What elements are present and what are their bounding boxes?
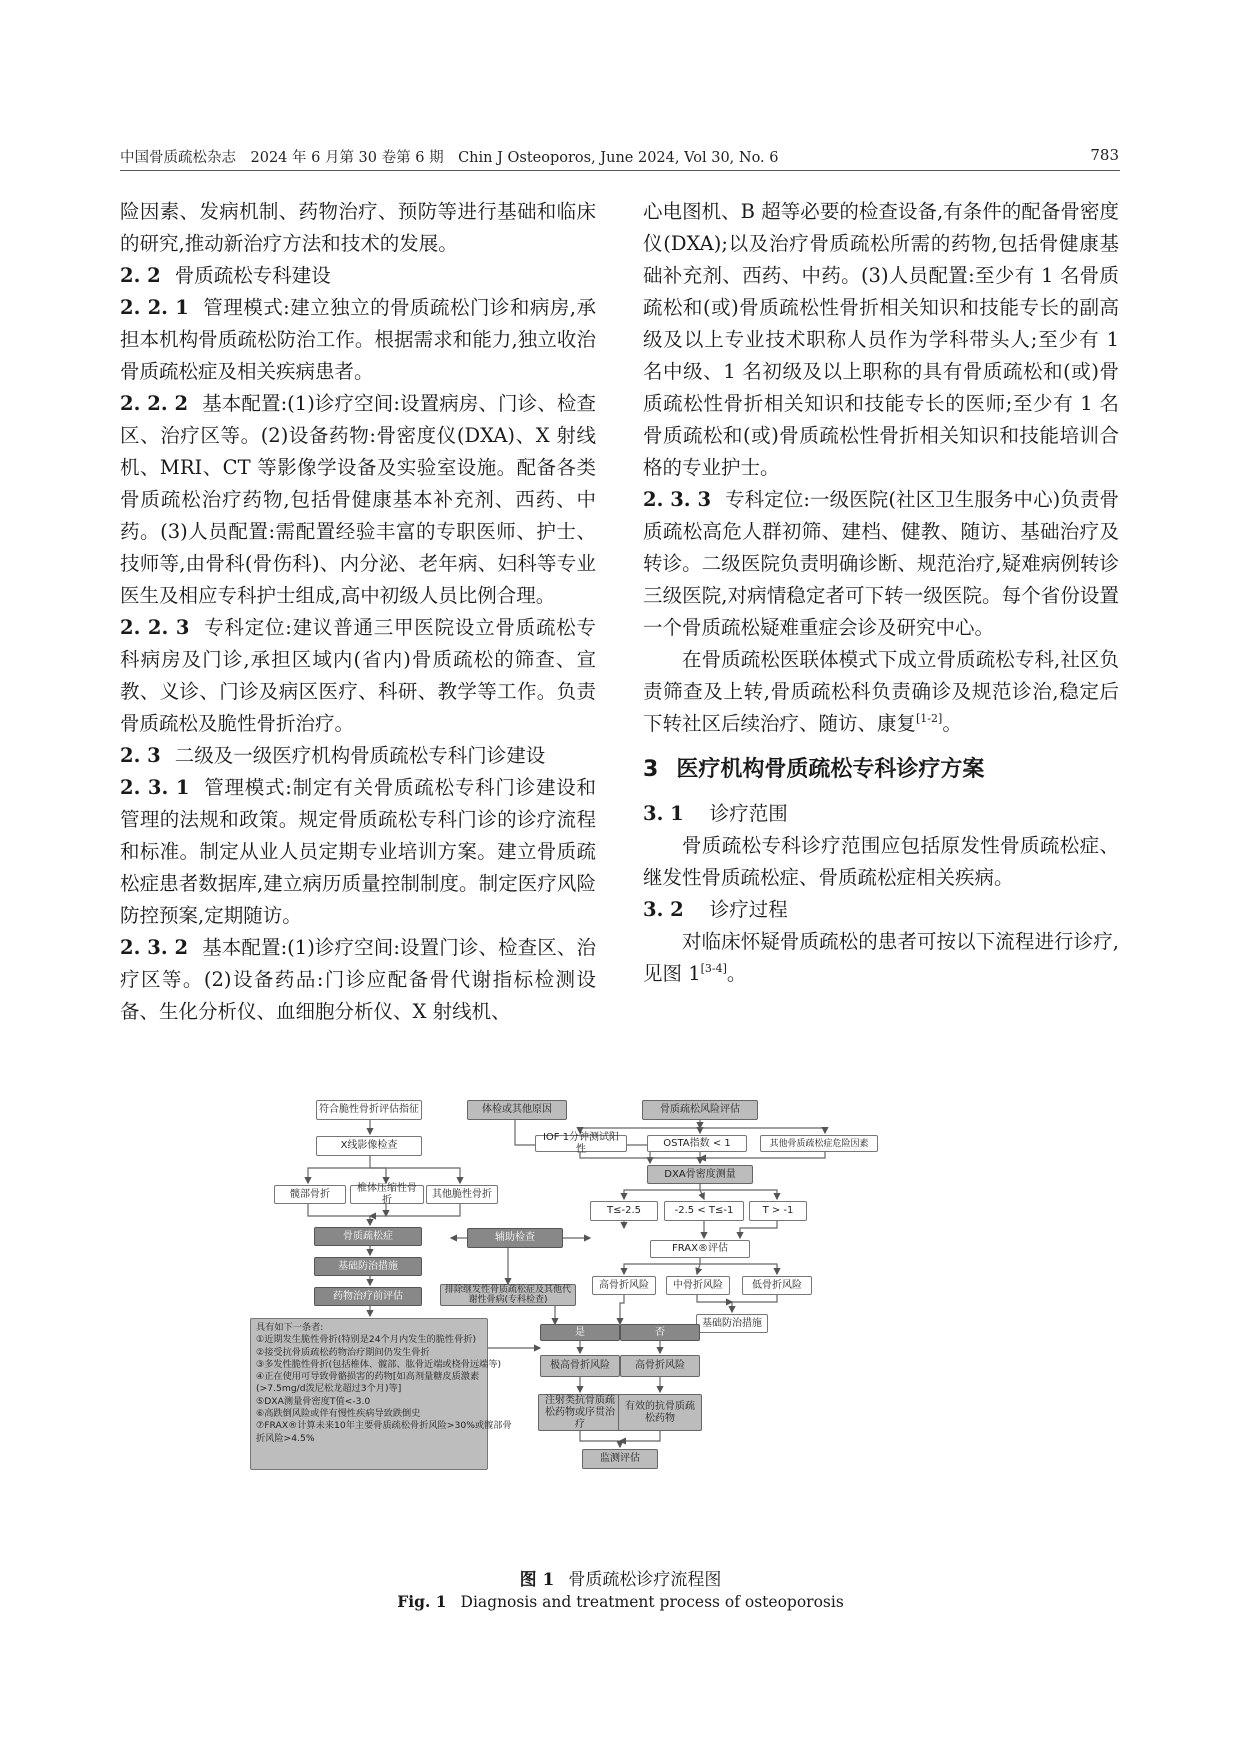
subsection-heading: 2. 3 二级及一级医疗机构骨质疏松专科门诊建设	[120, 744, 546, 767]
node-t-high: T > -1	[749, 1201, 807, 1221]
criteria-item: ⑦FRAX®计算未来10年主要骨质疏松骨折风险>30%或髋部骨	[256, 1420, 512, 1432]
criteria-item: ③多发性脆性骨折(包括椎体、髋部、肱骨近端或桡骨远端等)	[256, 1358, 502, 1370]
node-high-risk-2: 高骨折风险	[620, 1355, 700, 1377]
criteria-item: ②接受抗骨质疏松药物治疗期间仍发生骨折	[256, 1346, 430, 1358]
paragraph: 骨质疏松专科诊疗范围应包括原发性骨质疏松症、继发性骨质疏松症、骨质疏松症相关疾病。	[643, 834, 1119, 889]
node-other-risk: 其他骨质疏松症危险因素	[760, 1135, 878, 1152]
criteria-item: ④正在使用可导致骨骼损害的药物[如高剂量糖皮质激素	[256, 1371, 480, 1383]
paragraph: 2. 3. 1 管理模式:制定有关骨质疏松专科门诊建设和管理的法规和政策。规定骨质疏松专科门诊的诊疗流程和标准。制定从业人员定期专业培训方案。建立骨质疏松症患者数据库,建立病历质量控制制度。制定医疗风险防控预案,定期随访。	[120, 776, 596, 927]
node-xray: X线影像检查	[316, 1136, 422, 1156]
node-criteria-list	[250, 1318, 512, 1470]
paragraph: 险因素、发病机制、药物治疗、预防等进行基础和临床的研究,推动新治疗方法和技术的发展。	[120, 200, 596, 255]
subsection-heading: 3. 1 诊疗范围	[643, 802, 788, 825]
criteria-title: 具有如下一条者:	[256, 1322, 324, 1333]
header-rule	[120, 170, 1120, 171]
node-osta: OSTA指数 < 1	[647, 1135, 747, 1152]
node-pre-treatment-eval: 药物治疗前评估	[314, 1287, 422, 1306]
page-number: 783	[1090, 146, 1119, 164]
node-injectable-drugs: 注射类抗骨质疏松药物或序贯治疗	[538, 1394, 622, 1431]
figure-caption-en: Fig. 1 Diagnosis and treatment process of osteoporosis	[397, 1592, 844, 1611]
node-high-risk: 高骨折风险	[592, 1276, 656, 1295]
node-yes: 是	[540, 1324, 620, 1341]
paragraph: 2. 3. 2 基本配置:(1)诊疗空间:设置门诊、检查区、治疗区等。(2)设备药品:门诊应配备骨代谢指标检测设备、生化分析仪、血细胞分析仪、X 射线机、	[120, 936, 596, 1023]
flowchart-figure	[256, 1098, 980, 1548]
node-risk-assessment: 骨质疏松风险评估	[642, 1100, 758, 1120]
node-iof-test: IOF 1分钟测试阳性	[535, 1135, 627, 1152]
criteria-item: (>7.5mg/d泼尼松龙超过3个月)等]	[256, 1383, 402, 1395]
subsection-heading: 3. 2 诊疗过程	[643, 898, 788, 921]
section-heading: 3 医疗机构骨质疏松专科诊疗方案	[643, 757, 985, 782]
node-frax: FRAX®评估	[650, 1240, 750, 1258]
node-physical-exam: 体检或其他原因	[467, 1100, 567, 1120]
paragraph: 2. 3. 3 专科定位:一级医院(社区卫生服务中心)负责骨质疏松高危人群初筛、建档、健教、随访、基础治疗及转诊。二级医院负责明确诊断、规范治疗,疑难病例转诊三级医院,对病情稳定者可下转一级医院。每个省份设置一个骨质疏松疑难重症会诊及研究中心。	[643, 488, 1119, 639]
node-basic-measures: 基础防治措施	[314, 1257, 422, 1276]
node-vertebral-fracture: 椎体压缩性骨折	[350, 1185, 424, 1204]
paragraph: 心电图机、B 超等必要的检查设备,有条件的配备骨密度仪(DXA);以及治疗骨质疏松所需的药物,包括骨健康基础补充剂、西药、中药。(3)人员配置:至少有 1 名骨质疏松和(或)骨质疏松性骨折相关知识和技能专长的副高级及以上专业技术职称人员作为学科带头人;至少有 1 名中级、1 名初级及以上职称的具有骨质疏松和(或)骨质疏松性骨折相关知识和技能专长的医师;至少有 1 名骨质疏松和(或)骨质疏松性骨折相关知识和技能培训合格的专业护士。	[643, 200, 1119, 479]
node-no: 否	[620, 1324, 700, 1341]
paragraph: 在骨质疏松医联体模式下成立骨质疏松专科,社区负责筛查及上转,骨质疏松科负责确诊及规范诊治,稳定后下转社区后续治疗、随访、康复[1-2]。	[643, 648, 1119, 735]
node-other-fracture: 其他脆性骨折	[426, 1185, 498, 1204]
node-dxa: DXA骨密度测量	[647, 1165, 753, 1184]
node-low-risk: 低骨折风险	[742, 1276, 812, 1295]
node-t-low: T≤-2.5	[590, 1201, 658, 1221]
node-osteoporosis: 骨质疏松症	[314, 1227, 422, 1246]
paragraph: 2. 2. 1 管理模式:建立独立的骨质疏松门诊和病房,承担本机构骨质疏松防治工作。根据需求和能力,独立收治骨质疏松症及相关疾病患者。	[120, 296, 596, 383]
left-column	[120, 196, 596, 1028]
subsection-heading: 2. 2 骨质疏松专科建设	[120, 264, 331, 287]
criteria-item: ⑥高跌倒风险或伴有慢性疾病导致跌倒史	[256, 1408, 421, 1420]
citation: [1-2]	[916, 712, 943, 725]
node-basic-measures-2: 基础防治措施	[696, 1314, 768, 1333]
node-hip-fracture: 髋部骨折	[274, 1185, 346, 1204]
criteria-item: ①近期发生脆性骨折(特别是24个月内发生的脆性骨折)	[256, 1334, 477, 1346]
node-effective-drugs: 有效的抗骨质疏松药物	[618, 1394, 702, 1431]
running-header: 中国骨质疏松杂志 2024 年 6 月第 30 卷第 6 期 Chin J Osteoporos, June 2024, Vol 30, No. 6	[120, 150, 779, 166]
criteria-item: ⑤DXA测量骨密度T值<-3.0	[256, 1395, 371, 1407]
paragraph: 2. 2. 3 专科定位:建议普通三甲医院设立骨质疏松专科病房及门诊,承担区域内(省内)骨质疏松的筛查、宣教、义诊、门诊及病区医疗、科研、教学等工作。负责骨质疏松及脆性骨折治疗。	[120, 616, 596, 735]
paragraph: 2. 2. 2 基本配置:(1)诊疗空间:设置病房、门诊、检查区、治疗区等。(2)设备药物:骨密度仪(DXA)、X 射线机、MRI、CT 等影像学设备及实验室设施。配备各类骨质疏松治疗药物,包括骨健康基本补充剂、西药、中药。(3)人员配置:需配置经验丰富的专职医师、护士、技师等,由骨科(骨伤科)、内分泌、老年病、妇科等专业医生及相应专科护士组成,高中初级人员比例合理。	[120, 392, 596, 607]
node-t-mid: -2.5 < T≤-1	[664, 1201, 744, 1221]
citation: [3-4]	[700, 962, 727, 975]
node-very-high-risk: 极高骨折风险	[540, 1355, 620, 1377]
node-auxiliary-tests: 辅助检查	[467, 1228, 563, 1248]
paragraph: 对临床怀疑骨质疏松的患者可按以下流程进行诊疗,见图 1[3-4]。	[643, 930, 1119, 985]
criteria-item: 折风险>4.5%	[256, 1432, 315, 1444]
node-monitoring: 监测评估	[582, 1449, 658, 1469]
figure-caption-cn: 图 1 骨质疏松诊疗流程图	[519, 1570, 722, 1590]
node-medium-risk: 中骨折风险	[666, 1276, 730, 1295]
right-column	[643, 196, 1119, 990]
node-exclude-secondary: 排除继发性骨质疏松症及其他代谢性骨病(专科检查)	[440, 1284, 576, 1306]
node-fragility-criteria: 符合脆性骨折评估指征	[316, 1100, 422, 1120]
